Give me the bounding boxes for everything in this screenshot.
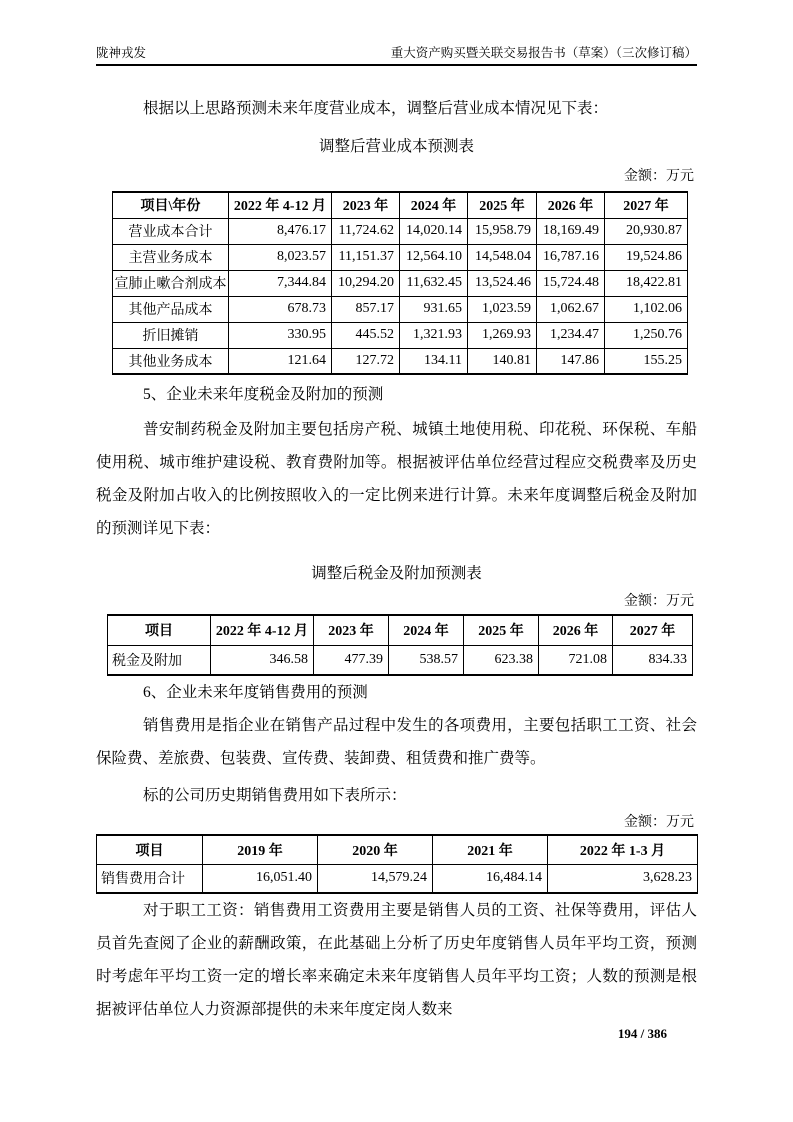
table-cell: 134.11	[400, 348, 468, 374]
table-cell: 20,930.87	[605, 218, 688, 244]
table-cell: 857.17	[332, 296, 400, 322]
tax-paragraph: 普安制药税金及附加主要包括房产税、城镇土地使用税、印花税、环保税、车船使用税、城市维护建设税、教育费附加等。根据被评估单位经营过程应交税费率及历史税金及附加占收入的比例按照收入的一定比例来进行计算。未来年度调整后税金及附加的预测详见下表：	[96, 421, 697, 537]
row-label: 税金及附加	[108, 645, 211, 675]
table-cell: 623.38	[464, 645, 539, 675]
table-cell: 11,632.45	[400, 270, 468, 296]
table-row	[113, 296, 688, 322]
cost-forecast-table	[112, 191, 688, 375]
table-cell: 721.08	[539, 645, 613, 675]
column-header: 2027 年	[613, 615, 693, 645]
table-cell: 8,476.17	[229, 218, 332, 244]
table-cell: 147.86	[537, 348, 605, 374]
table-cell: 11,724.62	[332, 218, 400, 244]
row-label: 宣肺止嗽合剂成本	[113, 270, 229, 296]
table-cell: 1,102.06	[605, 296, 688, 322]
table-cell: 3,628.23	[548, 864, 698, 893]
table-cell: 1,321.93	[400, 322, 468, 348]
row-label: 其他产品成本	[113, 296, 229, 322]
table-header-row	[113, 192, 688, 218]
page-number: 194 / 386	[617, 1026, 667, 1041]
selling-table-unit: 金额：万元	[624, 815, 694, 830]
table-cell: 330.95	[229, 322, 332, 348]
header-doc-title: 重大资产购买暨关联交易报告书（草案）（三次修订稿）	[390, 46, 697, 60]
table-cell: 11,151.37	[332, 244, 400, 270]
table-cell: 15,724.48	[537, 270, 605, 296]
column-header: 2027 年	[605, 192, 688, 218]
cost-table-title: 调整后营业成本预测表	[318, 138, 474, 155]
column-header: 2019 年	[203, 835, 318, 864]
table-cell: 1,269.93	[468, 322, 537, 348]
table-cell: 121.64	[229, 348, 332, 374]
row-label: 其他业务成本	[113, 348, 229, 374]
selling-expense-paragraph: 销售费用是指企业在销售产品过程中发生的各项费用，主要包括职工工资、社会保险费、差旅费、包装费、宣传费、装卸费、租赁费和推广费等。	[96, 717, 697, 767]
table-cell: 12,564.10	[400, 244, 468, 270]
table-cell: 834.33	[613, 645, 693, 675]
tax-forecast-table	[107, 614, 693, 676]
column-header: 2022 年 4-12 月	[229, 192, 332, 218]
row-label: 主营业务成本	[113, 244, 229, 270]
table-cell: 18,169.49	[537, 218, 605, 244]
page-content	[96, 0, 697, 1026]
row-label: 营业成本合计	[113, 218, 229, 244]
column-header: 2021 年	[433, 835, 548, 864]
table-header-row	[97, 835, 698, 864]
column-header: 项目\年份	[113, 192, 229, 218]
tax-table-unit: 金额：万元	[624, 594, 694, 609]
table-cell: 7,344.84	[229, 270, 332, 296]
column-header: 2024 年	[389, 615, 464, 645]
row-label: 折旧摊销	[113, 322, 229, 348]
header-company: 陇神戎发	[96, 46, 147, 60]
table-cell: 1,062.67	[537, 296, 605, 322]
column-header: 项目	[97, 835, 203, 864]
table-row	[113, 322, 688, 348]
table-cell: 16,787.16	[537, 244, 605, 270]
table-cell: 14,020.14	[400, 218, 468, 244]
table-cell: 1,234.47	[537, 322, 605, 348]
column-header: 2025 年	[464, 615, 539, 645]
cost-table-unit: 金额：万元	[624, 169, 694, 184]
table-cell: 931.65	[400, 296, 468, 322]
table-row	[113, 348, 688, 374]
table-cell: 678.73	[229, 296, 332, 322]
selling-history-intro: 标的公司历史期销售费用如下表所示：	[143, 787, 407, 804]
table-row	[113, 218, 688, 244]
column-header: 项目	[108, 615, 211, 645]
tax-section-heading: 5、企业未来年度税金及附加的预测	[143, 386, 384, 403]
selling-history-table	[96, 834, 698, 894]
table-cell: 16,051.40	[203, 864, 318, 893]
table-cell: 14,579.24	[318, 864, 433, 893]
table-cell: 1,023.59	[468, 296, 537, 322]
table-cell: 127.72	[332, 348, 400, 374]
tax-table-title: 调整后税金及附加预测表	[311, 565, 482, 582]
wages-paragraph: 对于职工工资：销售费用工资费用主要是销售人员的工资、社保等费用，评估人员首先查阅了企业的薪酬政策，在此基础上分析了历史年度销售人员年平均工资，预测时考虑年平均工资一定的增长率来确定未来年度销售人员年平均工资；人数的预测是根据被评估单位人力资源部提供的未来年度定岗人数来	[96, 902, 697, 1018]
table-header-row	[108, 615, 693, 645]
intro-paragraph: 根据以上思路预测未来年度营业成本，调整后营业成本情况见下表：	[143, 100, 609, 117]
table-cell: 14,548.04	[468, 244, 537, 270]
column-header: 2023 年	[332, 192, 400, 218]
column-header: 2023 年	[314, 615, 389, 645]
column-header: 2026 年	[539, 615, 613, 645]
column-header: 2022 年 1-3 月	[548, 835, 698, 864]
table-cell: 155.25	[605, 348, 688, 374]
table-row	[108, 645, 693, 675]
table-cell: 16,484.14	[433, 864, 548, 893]
column-header: 2022 年 4-12 月	[211, 615, 314, 645]
table-cell: 346.58	[211, 645, 314, 675]
table-cell: 18,422.81	[605, 270, 688, 296]
table-cell: 538.57	[389, 645, 464, 675]
column-header: 2024 年	[400, 192, 468, 218]
row-label: 销售费用合计	[97, 864, 203, 893]
column-header: 2020 年	[318, 835, 433, 864]
column-header: 2025 年	[468, 192, 537, 218]
table-cell: 8,023.57	[229, 244, 332, 270]
table-cell: 10,294.20	[332, 270, 400, 296]
table-row	[113, 270, 688, 296]
column-header: 2026 年	[537, 192, 605, 218]
table-cell: 445.52	[332, 322, 400, 348]
table-cell: 140.81	[468, 348, 537, 374]
table-row	[97, 864, 698, 893]
table-cell: 13,524.46	[468, 270, 537, 296]
table-row	[113, 244, 688, 270]
selling-section-heading: 6、企业未来年度销售费用的预测	[143, 684, 368, 701]
table-cell: 1,250.76	[605, 322, 688, 348]
table-cell: 19,524.86	[605, 244, 688, 270]
table-cell: 477.39	[314, 645, 389, 675]
table-cell: 15,958.79	[468, 218, 537, 244]
